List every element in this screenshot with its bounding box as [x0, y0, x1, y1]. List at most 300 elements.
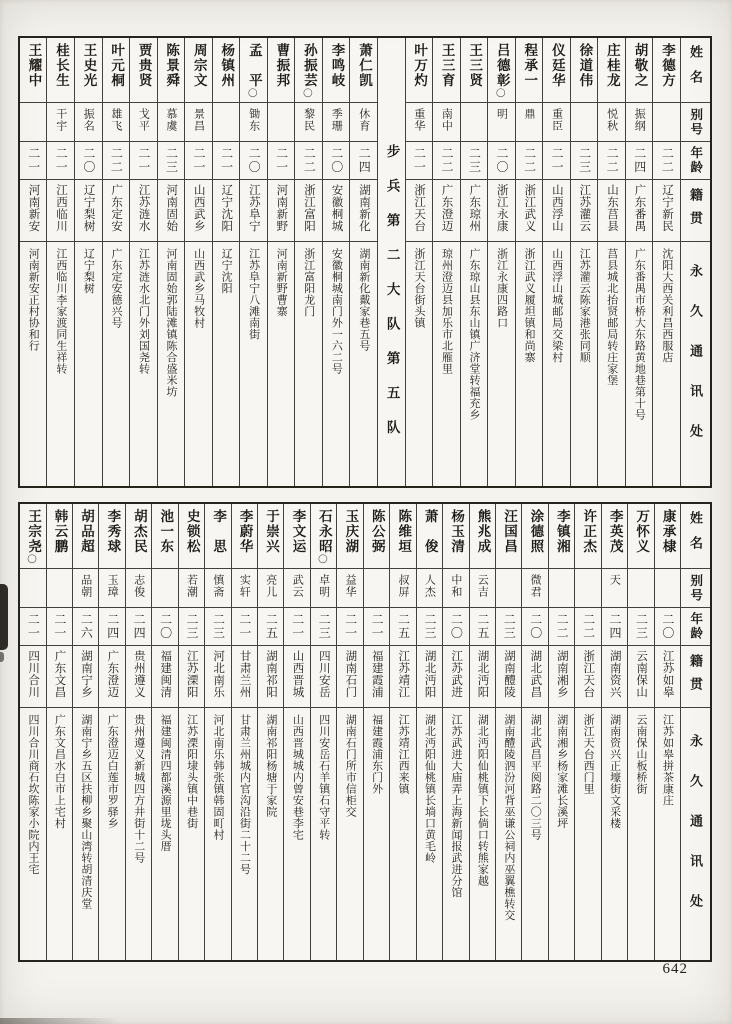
name-cell — [152, 504, 177, 568]
entry-column — [72, 504, 98, 960]
name-cell — [205, 504, 230, 568]
entry-column — [460, 38, 488, 486]
address-cell — [626, 241, 653, 486]
entry-column — [363, 504, 389, 960]
alias-cell — [185, 102, 212, 141]
name-cell — [295, 38, 322, 102]
address-cell — [655, 707, 680, 960]
age-cell — [350, 141, 377, 179]
alias-cell — [406, 102, 433, 141]
alias-cell — [232, 568, 257, 607]
name-cell — [179, 504, 204, 568]
entry-alias: 干宇 — [54, 108, 67, 132]
entry-name: 石永昭◯ — [316, 509, 332, 564]
header-cell-alias — [681, 102, 710, 141]
name-cell — [417, 504, 442, 568]
entry-native: 福建霞浦 — [370, 650, 383, 698]
name-cell — [185, 38, 212, 102]
alias-cell — [311, 568, 336, 607]
entry-age: 二四 — [105, 613, 120, 640]
entry-column — [469, 504, 495, 960]
header-column — [680, 38, 710, 486]
entry-native: 湖南宁乡 — [79, 650, 92, 698]
entry-address: 江苏溧阳埭头镇中巷街 — [185, 714, 198, 829]
entry-column — [46, 504, 72, 960]
age-cell — [417, 607, 442, 645]
entry-alias: 叔屏 — [396, 574, 409, 598]
alias-cell — [99, 568, 124, 607]
address-cell — [443, 707, 468, 960]
header-cell-name — [681, 504, 710, 568]
age-cell — [406, 141, 433, 179]
native-cell — [575, 645, 600, 707]
entry-name: 许正杰 — [581, 509, 597, 554]
name-cell — [522, 504, 547, 568]
alias-cell — [571, 102, 598, 141]
age-cell — [488, 141, 515, 179]
entry-address: 云南保山板桥街 — [635, 714, 647, 795]
entry-native: 湖南祁阳 — [265, 650, 278, 698]
age-cell — [99, 607, 124, 645]
entry-age: 二二 — [555, 613, 570, 640]
annotation-mark: ◯ — [303, 88, 314, 98]
entry-address: 湖南醴陵泗汾河背巫谦公祠内巫翼樵转交 — [502, 714, 515, 921]
age-cell — [130, 141, 157, 179]
alias-cell — [213, 102, 240, 141]
native-cell — [99, 645, 124, 707]
native-cell — [626, 179, 653, 241]
entry-column — [98, 504, 124, 960]
entry-name: 韩云鹏 — [52, 509, 68, 554]
entry-name: 李蔚华 — [237, 509, 253, 554]
entry-native: 辽宁新民 — [661, 184, 674, 232]
name-cell — [598, 38, 625, 102]
address-cell — [103, 241, 130, 486]
address-cell — [126, 707, 151, 960]
entry-address: 浙江武义履坦镇和尚寨 — [523, 248, 536, 363]
age-cell — [258, 607, 283, 645]
entry-name: 陈景舜 — [164, 43, 180, 88]
age-cell — [103, 141, 130, 179]
address-cell — [543, 241, 570, 486]
age-cell — [549, 607, 574, 645]
entry-address: 广东琼山县东山镇广济堂转福充乡 — [468, 248, 481, 421]
entry-address: 山西浮山城邮局交梁村 — [550, 248, 563, 363]
native-cell — [47, 179, 74, 241]
entry-name: 孙振芸◯ — [301, 43, 317, 98]
entry-age: 二一 — [370, 613, 385, 640]
entry-alias: 振纲 — [633, 108, 646, 132]
entry-alias: 季珊 — [330, 108, 343, 132]
entry-column — [521, 504, 547, 960]
entry-address: 四川合川商石坎陈家小院内王宅 — [26, 714, 39, 875]
entry-name: 李文运 — [290, 509, 306, 554]
entry-age: 二三 — [422, 613, 437, 640]
age-cell — [240, 141, 267, 179]
entry-column — [405, 38, 433, 486]
entry-column — [294, 38, 322, 486]
native-cell — [496, 645, 521, 707]
header-cell-age — [681, 141, 710, 179]
age-cell — [628, 607, 653, 645]
entry-column — [257, 504, 283, 960]
entry-native: 江苏阜宁 — [247, 184, 260, 232]
age-cell — [626, 141, 653, 179]
entry-age: 二一 — [26, 613, 41, 640]
entry-address: 江苏如皋拼茶康庄 — [661, 714, 674, 806]
name-cell — [103, 38, 130, 102]
header-column — [680, 504, 710, 960]
name-cell — [571, 38, 598, 102]
section-divider-label: 步兵第二大队第五队 — [384, 144, 400, 455]
native-cell — [47, 645, 72, 707]
entry-native: 湖南资兴 — [608, 650, 621, 698]
address-cell — [653, 241, 680, 486]
entry-native: 广东定安 — [110, 184, 123, 232]
entry-native: 安徽桐城 — [330, 184, 343, 232]
native-cell — [158, 179, 185, 241]
entry-alias: 锄东 — [247, 108, 260, 132]
age-cell — [75, 141, 102, 179]
age-cell — [152, 607, 177, 645]
name-cell — [337, 504, 362, 568]
alias-cell — [205, 568, 230, 607]
entry-alias: 云吉 — [476, 574, 489, 598]
age-cell — [295, 141, 322, 179]
name-cell — [488, 38, 515, 102]
entry-native: 江苏溧阳 — [185, 650, 198, 698]
header-label-native: 籍贯 — [688, 187, 703, 234]
age-cell — [433, 141, 460, 179]
entry-age: 二五 — [396, 613, 411, 640]
entry-native: 湖北沔阳 — [423, 650, 436, 698]
entry-column — [336, 504, 362, 960]
address-cell — [350, 241, 377, 486]
alias-cell — [337, 568, 362, 607]
entry-native: 四川合川 — [27, 650, 40, 698]
name-cell — [20, 504, 45, 568]
entry-native: 湖南湘乡 — [555, 650, 568, 698]
header-cell-native — [681, 179, 710, 241]
alias-cell — [655, 568, 680, 607]
section-divider — [377, 38, 405, 486]
alias-cell — [20, 568, 45, 607]
alias-cell — [258, 568, 283, 607]
entry-name: 陈维垣 — [396, 509, 412, 554]
header-label-name: 姓名 — [688, 511, 703, 561]
entry-native: 广东番禺 — [633, 184, 646, 232]
age-cell — [364, 607, 389, 645]
name-cell — [47, 504, 72, 568]
entry-column — [231, 504, 257, 960]
entry-name: 李英茂 — [607, 509, 623, 554]
entry-name: 杨玉清 — [449, 509, 465, 554]
native-cell — [179, 645, 204, 707]
name-cell — [470, 504, 495, 568]
entry-column — [432, 38, 460, 486]
native-cell — [543, 179, 570, 241]
entry-age: 二一 — [26, 147, 41, 174]
alias-cell — [364, 568, 389, 607]
address-cell — [268, 241, 295, 486]
entry-age: 二五 — [264, 613, 279, 640]
address-cell — [628, 707, 653, 960]
name-cell — [602, 504, 627, 568]
entry-age: 二〇 — [660, 613, 675, 640]
entry-alias: 若潮 — [185, 574, 198, 598]
entry-name: 王三贤 — [467, 43, 483, 88]
entry-column — [184, 38, 212, 486]
age-cell — [337, 607, 362, 645]
entry-column — [46, 38, 74, 486]
native-cell — [655, 645, 680, 707]
entry-column — [20, 504, 45, 960]
native-cell — [258, 645, 283, 707]
header-label-address: 永久通讯处 — [688, 734, 703, 934]
entry-age: 二三 — [164, 147, 179, 174]
address-cell — [549, 707, 574, 960]
entry-column — [495, 504, 521, 960]
entry-column — [654, 504, 680, 960]
alias-cell — [598, 102, 625, 141]
address-cell — [295, 241, 322, 486]
entry-age: 二三 — [211, 613, 226, 640]
entry-alias: 重华 — [412, 108, 425, 132]
age-cell — [571, 141, 598, 179]
entry-address: 湖北沔阳仙桃镇长埫口黄毛岭 — [423, 714, 436, 864]
entry-alias: 卓明 — [317, 574, 330, 598]
entry-age: 二六 — [79, 613, 94, 640]
native-cell — [20, 645, 45, 707]
entry-name: 李秀球 — [105, 509, 121, 554]
entry-age: 二〇 — [528, 613, 543, 640]
age-cell — [655, 607, 680, 645]
name-cell — [240, 38, 267, 102]
entry-age: 二四 — [632, 147, 647, 174]
section-divider-cell — [378, 38, 405, 486]
entry-native: 福建闽清 — [159, 650, 172, 698]
entry-alias: 玉璋 — [106, 574, 119, 598]
name-cell — [126, 504, 151, 568]
entry-native: 云南保山 — [635, 650, 648, 698]
alias-cell — [268, 102, 295, 141]
entry-native: 河南新野 — [275, 184, 288, 232]
header-label-native: 籍贯 — [688, 653, 703, 700]
entry-alias: 人杰 — [423, 574, 436, 598]
entry-alias: 景昌 — [192, 108, 205, 132]
alias-cell — [516, 102, 543, 141]
native-cell — [185, 179, 212, 241]
name-cell — [268, 38, 295, 102]
native-cell — [602, 645, 627, 707]
alias-cell — [417, 568, 442, 607]
entry-column — [267, 38, 295, 486]
entry-alias: 戈平 — [137, 108, 150, 132]
age-cell — [461, 141, 488, 179]
entry-address: 江西临川李家渡同生祥转 — [54, 248, 67, 375]
entry-name: 程承一 — [522, 43, 538, 88]
entry-alias: 慎斋 — [211, 574, 224, 598]
entry-native: 江苏武进 — [450, 650, 463, 698]
entry-address: 安徽桐城南门外一六二号 — [330, 248, 343, 375]
native-cell — [461, 179, 488, 241]
age-cell — [205, 607, 230, 645]
address-cell — [488, 241, 515, 486]
entry-age: 二〇 — [449, 613, 464, 640]
header-cell-name — [681, 38, 710, 102]
age-cell — [126, 607, 151, 645]
entry-address: 广东文昌水白市上宅村 — [53, 714, 66, 829]
entry-column — [125, 504, 151, 960]
entry-address: 广东定安德兴号 — [109, 248, 122, 329]
address-cell — [47, 707, 72, 960]
entry-age: 二二 — [302, 147, 317, 174]
alias-cell — [323, 102, 350, 141]
entry-native: 浙江天台 — [582, 650, 595, 698]
age-cell — [516, 141, 543, 179]
entry-name: 池一东 — [158, 509, 174, 554]
native-cell — [284, 645, 309, 707]
alias-cell — [75, 102, 102, 141]
native-cell — [571, 179, 598, 241]
entry-name: 胡品超 — [78, 509, 94, 554]
entry-age: 二〇 — [81, 147, 96, 174]
entry-name: 王三育 — [439, 43, 455, 88]
address-cell — [258, 707, 283, 960]
native-cell — [73, 645, 98, 707]
entry-native: 江苏靖江 — [397, 650, 410, 698]
age-cell — [268, 141, 295, 179]
entry-age: 二〇 — [495, 147, 510, 174]
native-cell — [598, 179, 625, 241]
alias-cell — [628, 568, 653, 607]
entry-address: 广东澄迈白莲市罗驿乡 — [106, 714, 119, 829]
address-cell — [496, 707, 521, 960]
entry-column — [102, 38, 130, 486]
entry-name: 萧仁凯 — [357, 43, 372, 88]
age-cell — [311, 607, 336, 645]
entry-native: 浙江武义 — [523, 184, 536, 232]
name-cell — [323, 38, 350, 102]
address-cell — [185, 241, 212, 486]
entry-native: 辽宁沈阳 — [220, 184, 233, 232]
entry-age: 二二 — [605, 147, 620, 174]
entry-age: 二四 — [132, 613, 147, 640]
native-cell — [75, 179, 102, 241]
name-cell — [549, 504, 574, 568]
entry-address: 福建闽清四都溪源里垅头厝 — [159, 714, 172, 852]
age-cell — [213, 141, 240, 179]
entry-column — [204, 504, 230, 960]
header-cell-address — [681, 707, 710, 960]
name-cell — [158, 38, 185, 102]
address-cell — [130, 241, 157, 486]
native-cell — [323, 179, 350, 241]
alias-cell — [295, 102, 322, 141]
native-cell — [516, 179, 543, 241]
entry-column — [349, 38, 377, 486]
entry-address: 河南固始郭陆滩镇陈合盛米坊 — [165, 248, 178, 398]
header-label-alias: 别号 — [688, 107, 703, 137]
address-cell — [152, 707, 177, 960]
roster-table-top — [18, 36, 712, 488]
native-cell — [350, 179, 377, 241]
address-cell — [417, 707, 442, 960]
entry-alias: 慕虞 — [164, 108, 177, 132]
address-cell — [602, 707, 627, 960]
age-cell — [284, 607, 309, 645]
entry-age: 二二 — [109, 147, 124, 174]
entry-native: 贵州遵义 — [132, 650, 145, 698]
entry-column — [597, 38, 625, 486]
alias-cell — [179, 568, 204, 607]
age-cell — [158, 141, 185, 179]
entry-age: 二一 — [237, 613, 252, 640]
native-cell — [295, 179, 322, 241]
header-label-age: 年龄 — [688, 612, 703, 641]
entry-alias: 悦秋 — [605, 108, 618, 132]
entry-alias: 亮儿 — [264, 574, 277, 598]
entry-address: 江苏涟水北门外刘国尧转 — [137, 248, 150, 375]
entry-address: 湖南新化戴家巷五号 — [357, 248, 370, 352]
scan-edge-shadow — [0, 1018, 120, 1024]
entry-age: 二五 — [475, 613, 490, 640]
entry-address: 江苏靖江西来镇 — [397, 714, 410, 795]
name-cell — [232, 504, 257, 568]
name-cell — [47, 38, 74, 102]
entry-address: 湖南祁阳杨塘于家院 — [264, 714, 277, 818]
entry-age: 二〇 — [247, 147, 262, 174]
name-cell — [653, 38, 680, 102]
entry-native: 浙江永康 — [495, 184, 508, 232]
address-cell — [232, 707, 257, 960]
entry-address: 湖南湘乡杨家滩长溪坪 — [555, 714, 568, 829]
entry-address: 山西武乡马牧村 — [192, 248, 205, 329]
entry-alias: 武云 — [291, 574, 304, 598]
entry-name: 贾贵贤 — [136, 43, 152, 88]
address-cell — [75, 241, 102, 486]
entry-alias: 振名 — [82, 108, 95, 132]
entry-age: 二四 — [608, 613, 622, 640]
address-cell — [571, 241, 598, 486]
entry-native: 江苏如皋 — [661, 650, 674, 698]
name-cell — [284, 504, 309, 568]
age-cell — [598, 141, 625, 179]
entry-column — [416, 504, 442, 960]
alias-cell — [130, 102, 157, 141]
native-cell — [20, 179, 47, 241]
age-cell — [522, 607, 547, 645]
address-cell — [213, 241, 240, 486]
address-cell — [240, 241, 267, 486]
address-cell — [99, 707, 124, 960]
alias-cell — [350, 102, 377, 141]
entry-alias: 明 — [495, 108, 508, 120]
entry-address: 福建霞浦东门外 — [370, 714, 383, 795]
entry-name: 孟 平◯ — [246, 43, 262, 98]
entry-name: 桂长生 — [53, 43, 69, 88]
alias-cell — [284, 568, 309, 607]
native-cell — [443, 645, 468, 707]
entry-column — [601, 504, 627, 960]
entry-age: 二一 — [54, 147, 69, 174]
entry-name: 汪国昌 — [501, 509, 517, 554]
entry-native: 河南新安 — [27, 184, 40, 232]
address-cell — [73, 707, 98, 960]
entry-name: 熊兆成 — [475, 509, 491, 554]
alias-cell — [470, 568, 495, 607]
entry-age: 二三 — [634, 613, 649, 640]
